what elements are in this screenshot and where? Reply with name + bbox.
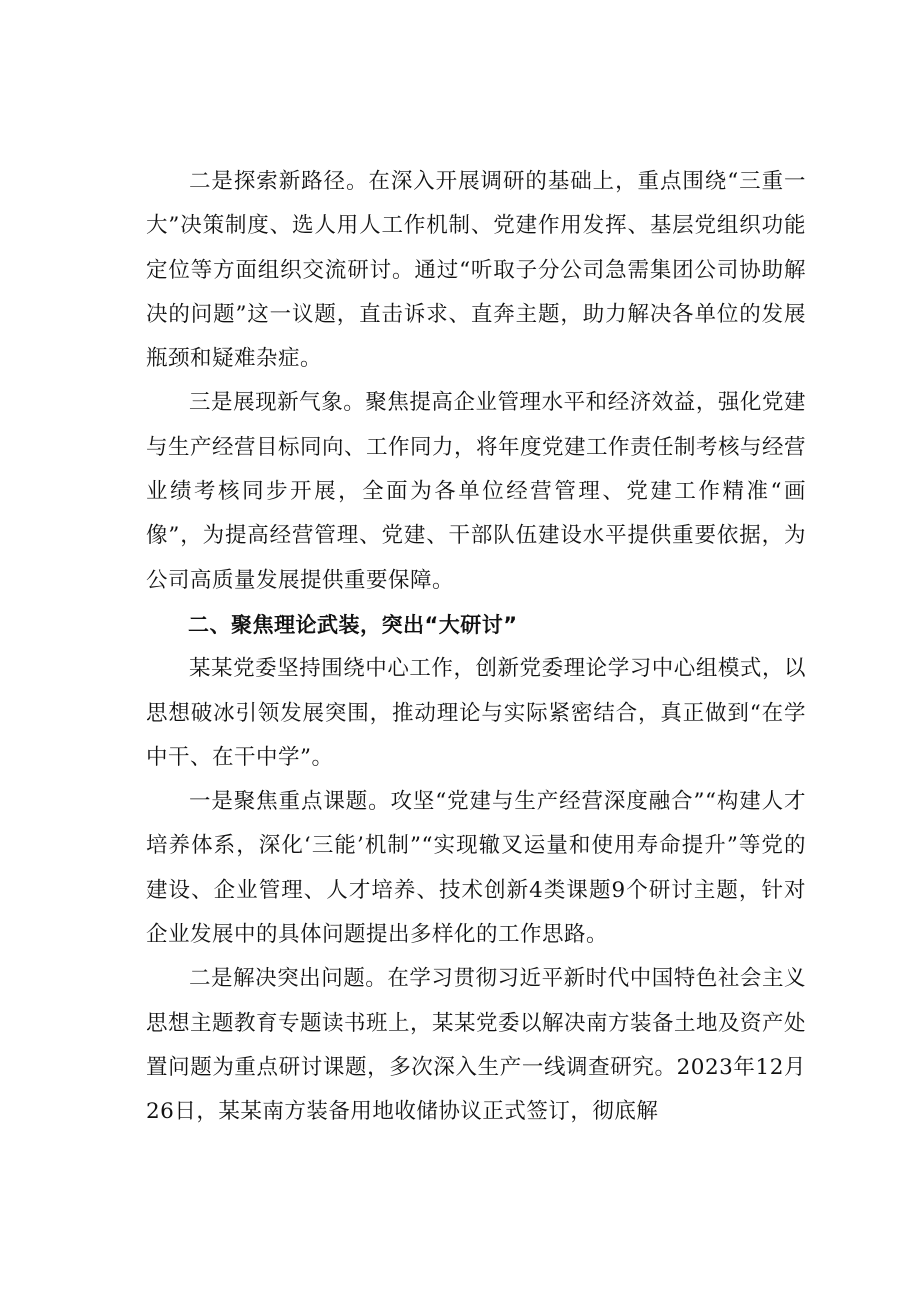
paragraph-key-topics: 一是聚焦重点课题。攻坚“党建与生产经营深度融合”“构建人才培养体系，深化‘三能’机制”“实现辙叉运量和使用寿命提升”等党的建设、企业管理、人才培养、技术创新4类课题9个研讨主题，针对企业发展中的具体问题提出多样化的工作思路。 [146,789,806,948]
paragraph-party-committee: 某某党委坚持围绕中心工作，创新党委理论学习中心组模式，以思想破冰引领发展突围，推动理论与实际紧密结合，真正做到“在学中干、在干中学”。 [146,656,806,770]
section-heading-theory: 二、聚焦理论武装，突出“大研讨” [188,612,518,637]
paragraph-solve-problems: 二是解决突出问题。在学习贯彻习近平新时代中国特色社会主义思想主题教育专题读书班上，某某党委以解决南方装备土地及资产处置问题为重点研讨课题，多次深入生产一线调查研究。2023年12月26日，某某南方装备用地收储协议正式签订，彻底解 [146,966,807,1125]
paragraph-explore-new-path: 二是探索新路径。在深入开展调研的基础上，重点围绕“三重一大”决策制度、选人用人工作机制、党建作用发挥、基层党组织功能定位等方面组织交流研讨。通过“听取子分公司急需集团公司协助解决的问题”这一议题，直击诉求、直奔主题，助力解决各单位的发展瓶颈和疑难杂症。 [146,169,806,372]
document-body [146,160,806,1135]
paragraph-new-atmosphere: 三是展现新气象。聚焦提高企业管理水平和经济效益，强化党建与生产经营目标同向、工作同力，将年度党建工作责任制考核与经营业绩考核同步开展，全面为各单位经营管理、党建工作精准“画像”，为提高经营管理、党建、干部队伍建设水平提供重要依据，为公司高质量发展提供重要保障。 [146,390,807,593]
